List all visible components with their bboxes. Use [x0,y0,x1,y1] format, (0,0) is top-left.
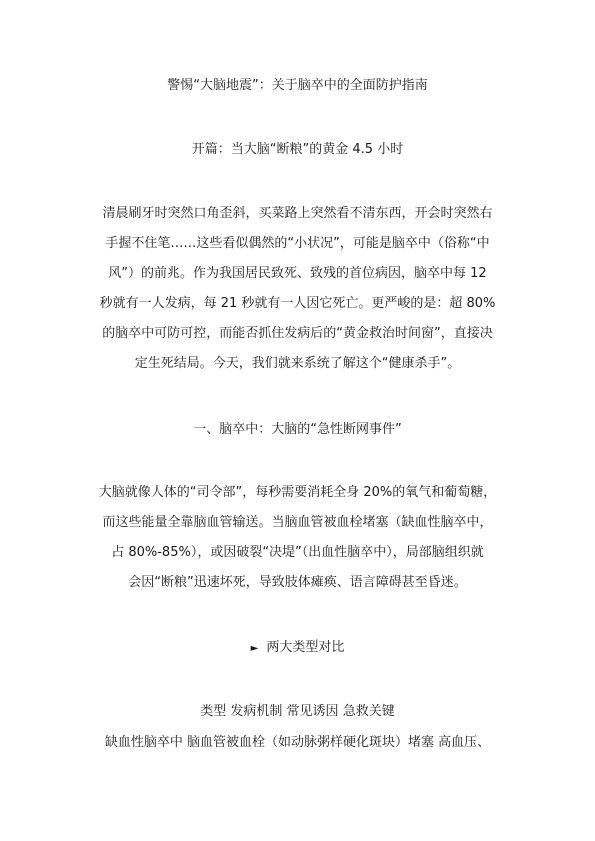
intro-line-5: 的脑卒中可防可控，而能否抓住发病后的“黄金救治时间窗”，直接决 [102,326,493,341]
document-title: 警惕“大脑地震”：关于脑卒中的全面防护指南 [167,78,428,93]
intro-line-2: 手握不住笔……这些看似偶然的“小状况”，可能是脑卒中（俗称“中 [105,236,490,251]
subsection-label: 两大类型对比 [266,640,345,655]
subsection-heading [0,640,595,657]
triangle-bullet-icon: ► [250,643,259,654]
table-header-row: 类型 发病机制 常见诱因 急救关键 [200,704,395,719]
section1-line-2: 而这些能量全靠脑血管输送。当脑血管被血栓堵塞（缺血性脑卒中， [102,515,493,530]
intro-line-3: 风”）的前兆。作为我国居民致死、致残的首位病因，脑卒中每 12 [108,266,487,281]
table-row-ischemic: 缺血性脑卒中 脑血管被血栓（如动脉粥样硬化斑块）堵塞 高血压、 [104,735,491,750]
section1-line-4: 会因“断粮”迅速坏死，导致肢体瘫痪、语言障碍甚至昏迷。 [128,575,467,590]
intro-line-1: 清晨刷牙时突然口角歪斜，买菜路上突然看不清东西，开会时突然右 [102,206,493,221]
intro-line-6: 定生死结局。今天，我们就来系统了解这个“健康杀手”。 [134,356,461,371]
intro-line-4: 秒就有一人发病，每 21 秒就有一人因它死亡。更严峻的是：超 80% [99,296,496,311]
section1-line-3: 占 80%-85%），或因破裂“决堤”（出血性脑卒中），局部脑组织就 [111,545,484,560]
section1-line-1: 大脑就像人体的“司令部”，每秒需要消耗全身 20%的氧气和葡萄糖， [98,485,497,500]
section1-heading: 一、脑卒中：大脑的“急性断网事件” [193,422,402,437]
opening-heading: 开篇：当大脑“断粮”的黄金 4.5 小时 [191,142,404,157]
